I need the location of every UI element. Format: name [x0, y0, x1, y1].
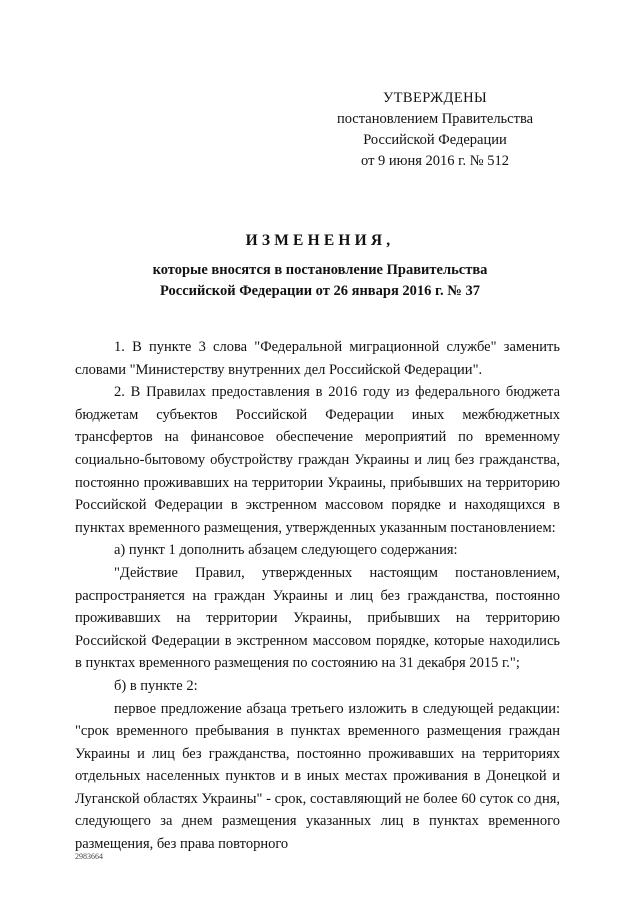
paragraph-4: "Действие Правил, утвержденных настоящим постановлением, распространяется на граждан Украины и лиц без гражданства, постоянно проживавших на территории Украины, прибывших на территорию Российской Федерации в экстренном массовом порядке, которые находились в пунктах временного размещения по состоянию на 31 декабря 2015 г.";: [75, 564, 560, 672]
subtitle-line-2: Российской Федерации от 26 января 2016 г. № 37: [160, 283, 480, 299]
paragraph-3: а) пункт 1 дополнить абзацем следующего содержания:: [114, 542, 458, 559]
document-body: [75, 336, 560, 856]
footer-document-code: 2983664: [75, 852, 103, 861]
approval-line-2: Российской Федерации: [363, 132, 507, 148]
approval-line-3: от 9 июня 2016 г. № 512: [361, 153, 509, 169]
document-subtitle: [110, 260, 530, 302]
paragraph-2: 2. В Правилах предоставления в 2016 году из федерального бюджета бюджетам субъектов Российской Федерации иных межбюджетных трансфертов на финансовое обеспечение мероприятий по временному социально-бытовому обустройству граждан Украины и лиц без гражданства, постоянно проживавших на территории Украины, прибывших на территорию Российской Федерации в экстренном массовом порядке и находящихся в пунктах временного размещения, утвержденных указанным постановлением:: [75, 384, 560, 536]
paragraph-6: первое предложение абзаца третьего изложить в следующей редакции: "срок временного пребывания в пунктах временного размещения граждан Украины и лиц без гражданства, постоянно проживавших на территориях отдельных населенных пунктов и в иных местах проживания в Донецкой и Луганской областях Украины" - срок, составляющий не более 60 суток со дня, следующего за днем размещения указанных лиц в пунктах временного размещения, без права повторного: [75, 700, 560, 853]
document-title: ИЗМЕНЕНИЯ,: [245, 232, 395, 249]
approval-line-1: постановлением Правительства: [336, 111, 534, 127]
subtitle-line-1: которые вносятся в постановление Правительства: [152, 262, 488, 278]
paragraph-1: 1. В пункте 3 слова "Федеральной миграционной службе" заменить словами "Министерству внутренних дел Российской Федерации".: [75, 339, 560, 378]
approval-heading: УТВЕРЖДЕНЫ: [382, 90, 488, 106]
paragraph-5: б) в пункте 2:: [114, 677, 198, 694]
approval-block: [330, 88, 540, 172]
